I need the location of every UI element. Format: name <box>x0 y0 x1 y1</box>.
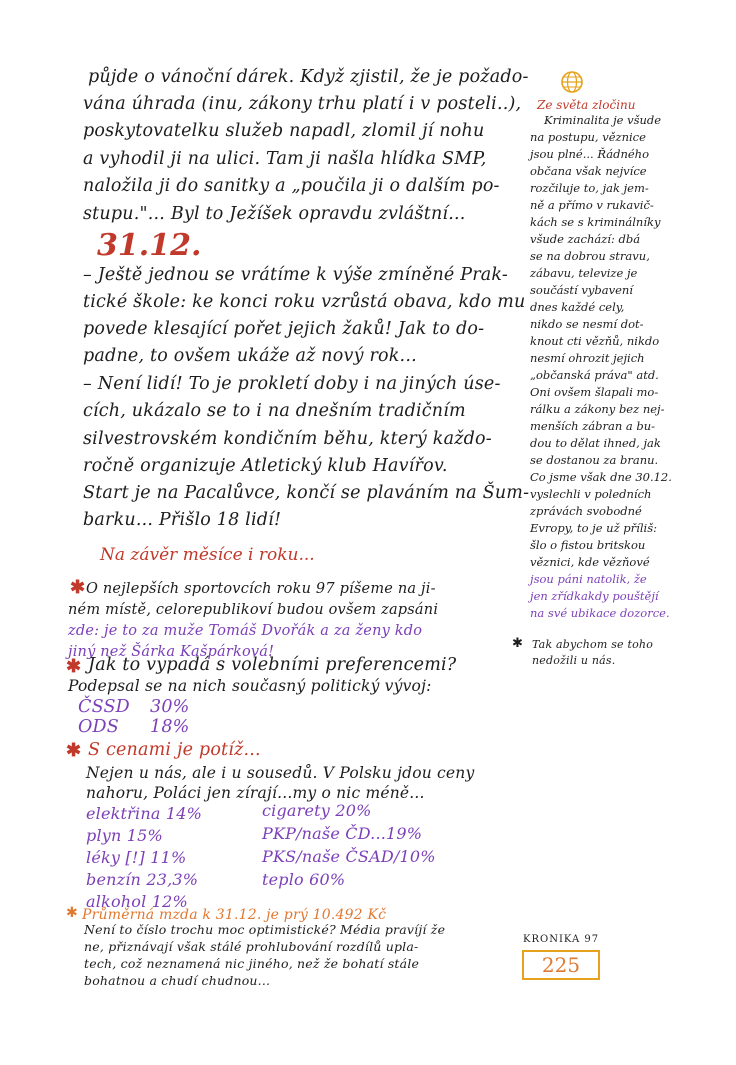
sidebar-line: jsou páni natolik, že <box>530 572 647 586</box>
sidebar-line: dnes každé cely, <box>530 300 625 314</box>
sidebar-line: Kriminalita je všude <box>544 113 662 127</box>
sidebar-line: rozčiluje to, jak jem- <box>530 181 649 195</box>
sidebar-footnote: Tak abychom se toho <box>532 638 654 651</box>
party-value: 30% <box>150 697 190 717</box>
text-line: ném místě, celorepublikoví budou ovšem zapsáni <box>68 602 439 618</box>
text-line: O nejlepších sportovcích roku 97 píšeme na ji- <box>86 581 436 597</box>
sidebar-line: vyslechli v poledních <box>530 487 652 501</box>
sidebar-line: na postupu, věznice <box>530 130 646 144</box>
text-line: padne, to ovšem ukáže až nový rok... <box>83 346 417 366</box>
text-line: Jak to vypadá s volebními preferencemi? <box>88 655 457 675</box>
sidebar-line: dou to dělat ihned, jak <box>530 436 661 450</box>
text-line: bohatnou a chudí chudnou... <box>84 973 271 988</box>
price-item: elektřina 14% <box>86 804 203 823</box>
text-line: cích, ukázalo se to i na dnešním tradičním <box>83 401 466 421</box>
sidebar-line: „občanská práva" atd. <box>530 368 659 382</box>
prices-heading: S cenami je potíž... <box>88 740 261 760</box>
sidebar-line: se dostanou za branu. <box>530 453 659 467</box>
sidebar-line: jen zřídkakdy pouštějí <box>530 589 659 603</box>
sidebar-line: Evropy, to je už příliš: <box>530 521 657 535</box>
sidebar-line: věznici, kde vězňové <box>530 555 650 569</box>
sidebar-line: občana však nejvíce <box>530 164 647 178</box>
asterisk-icon: ✱ <box>512 636 523 651</box>
sidebar-line: rálku a zákony bez nej- <box>530 402 665 416</box>
price-item: léky [!] 11% <box>86 848 187 867</box>
section-heading: Na závěr měsíce i roku... <box>100 545 315 565</box>
sidebar-footnote: nedožili u nás. <box>532 654 616 667</box>
sidebar-line: kách se s kriminálníky <box>530 215 661 229</box>
text-line: – Není lidí! To je prokletí doby i na jiných úse- <box>83 374 501 394</box>
sidebar-heading: Ze světa zločinu <box>537 98 636 112</box>
text-line: ne, přiznávají však stálé prohlubování rozdílů upla- <box>84 939 419 954</box>
text-line: Podepsal se na nich současný politický vývoj: <box>68 677 432 695</box>
price-item: PKS/naše ČSAD/10% <box>262 847 436 866</box>
sidebar-line: se na dobrou stravu, <box>530 249 650 263</box>
price-item: teplo 60% <box>262 870 346 889</box>
sidebar-line: nesmí ohrozit jejich <box>530 351 645 365</box>
text-line: zde: je to za muže Tomáš Dvořák a za ženy kdo <box>68 623 423 639</box>
sidebar-line: šlo o fistou britskou <box>530 538 646 552</box>
text-line: tech, což neznamená nic jiného, než že bohatí stále <box>84 956 420 971</box>
sidebar-line: součástí vybavení <box>530 283 633 297</box>
text-line: Není to číslo trochu moc optimistické? Média pravíjí že <box>84 922 446 937</box>
wage-heading: Průměrná mzda k 31.12. je prý 10.492 Kč <box>82 907 387 923</box>
sidebar-line: na své ubikace dozorce. <box>530 606 670 620</box>
text-line: Nejen u nás, ale i u sousedů. V Polsku jdou ceny <box>86 764 475 782</box>
globe-icon <box>560 70 584 98</box>
date-heading: 31.12. <box>97 228 202 263</box>
sidebar-line: Oni ovšem šlapali mo- <box>530 385 659 399</box>
price-item: cigarety 20% <box>262 801 372 820</box>
asterisk-icon: ✱ <box>66 740 82 761</box>
text-line: silvestrovském kondičním běhu, který každo- <box>83 429 492 449</box>
text-line: naložila ji do sanitky a „poučila ji o dalším po- <box>83 176 500 196</box>
sidebar-line: všude zachází: dbá <box>530 232 641 246</box>
asterisk-icon: ✱ <box>66 656 82 677</box>
asterisk-icon: ✱ <box>70 577 86 598</box>
text-line: barku... Přišlo 18 lidí! <box>83 510 282 530</box>
sidebar-line: zprávách svobodné <box>530 504 642 518</box>
sidebar-line: zábavu, televize je <box>530 266 638 280</box>
text-line: – Ještě jednou se vrátíme k výše zmíněné Prak- <box>83 265 509 285</box>
sidebar-line: jsou plné... Řádného <box>530 147 650 161</box>
asterisk-icon: ✱ <box>66 905 78 921</box>
text-line: poskytovatelku služeb napadl, zlomil jí nohu <box>83 121 485 141</box>
party-value: 18% <box>150 717 190 737</box>
sidebar-line: knout cti vězňů, nikdo <box>530 334 660 348</box>
chronicle-label: KRONIKA 97 <box>523 934 600 945</box>
sidebar-line: menších zábran a bu- <box>530 419 656 433</box>
text-line: nahoru, Poláci jen zírají...my o nic méně... <box>86 784 425 802</box>
sidebar-line: ně a přímo v rukavič- <box>530 198 654 212</box>
text-line: jiný než Šárka Kašpárková! <box>68 644 275 660</box>
party-name: ČSSD <box>78 697 130 717</box>
price-item: PKP/naše ČD...19% <box>262 824 423 843</box>
text-line: půjde o vánoční dárek. Když zjistil, že je požado- <box>88 67 529 87</box>
sidebar-line: Co jsme však dne 30.12. <box>530 470 672 484</box>
text-line: povede klesající pořet jejich žaků! Jak to do- <box>83 319 485 339</box>
price-item: plyn 15% <box>86 826 163 845</box>
text-line: ročně organizuje Atletický klub Havířov. <box>83 456 448 476</box>
text-line: tické škole: ke konci roku vzrůstá obava, kdo mu <box>83 292 526 312</box>
price-item: alkohol 12% <box>86 892 188 911</box>
price-item: benzín 23,3% <box>86 870 199 889</box>
text-line: stupu."... Byl to Ježíšek opravdu zvláštní... <box>83 204 466 224</box>
party-name: ODS <box>78 717 119 737</box>
text-line: Start je na Pacalůvce, končí se plaváním na Šum- <box>83 483 530 503</box>
sidebar-line: nikdo se nesmí dot- <box>530 317 644 331</box>
text-line: a vyhodil ji na ulici. Tam ji našla hlídka SMP, <box>83 149 487 169</box>
page-number: 225 <box>522 950 600 980</box>
text-line: vána úhrada (inu, zákony trhu platí i v posteli..), <box>83 94 522 114</box>
